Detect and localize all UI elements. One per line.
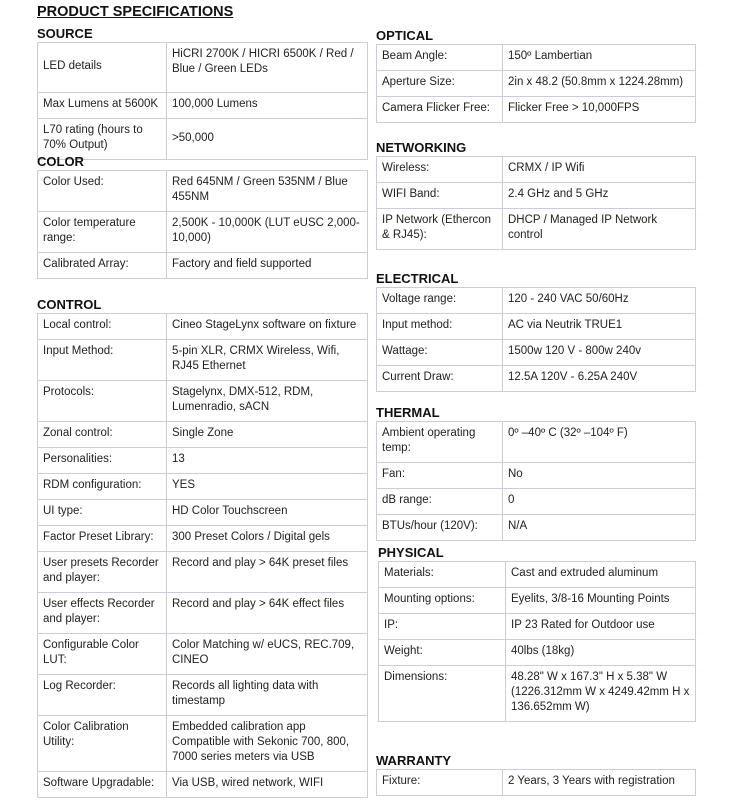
spec-value: 0º –40º C (32º –104º F) <box>503 422 696 463</box>
spec-value: Single Zone <box>167 422 368 448</box>
table-row <box>379 562 696 588</box>
spec-value: IP 23 Rated for Outdoor use <box>506 614 696 640</box>
spec-label: Software Upgradable: <box>38 772 167 798</box>
spec-label: Wattage: <box>377 340 503 366</box>
section-color <box>37 154 368 279</box>
spec-value: Factory and field supported <box>167 253 368 279</box>
spec-label: WIFI Band: <box>377 183 503 209</box>
spec-label: L70 rating (hours to 70% Output) <box>38 119 167 160</box>
spec-value: 0 <box>503 489 696 515</box>
section-heading: THERMAL <box>376 405 440 420</box>
table-row <box>377 209 696 250</box>
spec-value: >50,000 <box>167 119 368 160</box>
table-row <box>38 93 368 119</box>
spec-label: Zonal control: <box>38 422 167 448</box>
spec-value: Cast and extruded aluminum <box>506 562 696 588</box>
spec-label: Max Lumens at 5600K <box>38 93 167 119</box>
section-physical <box>378 545 696 722</box>
spec-table <box>376 44 696 123</box>
table-row <box>38 253 368 279</box>
spec-value: No <box>503 463 696 489</box>
table-row <box>38 552 368 593</box>
spec-label: BTUs/hour (120V): <box>377 515 503 541</box>
section-control <box>37 297 368 798</box>
spec-value: HiCRI 2700K / HICRI 6500K / Red / Blue / Green LEDs <box>167 43 368 93</box>
spec-label: Voltage range: <box>377 288 503 314</box>
spec-label: Current Draw: <box>377 366 503 392</box>
spec-label: Materials: <box>379 562 506 588</box>
spec-table <box>378 561 696 722</box>
spec-label: Aperture Size: <box>377 71 503 97</box>
spec-value: 300 Preset Colors / Digital gels <box>167 526 368 552</box>
spec-label: Beam Angle: <box>377 45 503 71</box>
spec-label: dB range: <box>377 489 503 515</box>
spec-table <box>376 287 696 392</box>
spec-label: LED details <box>38 43 167 93</box>
spec-table <box>376 156 696 250</box>
spec-label: Camera Flicker Free: <box>377 97 503 123</box>
table-row <box>377 515 696 541</box>
spec-table <box>37 313 368 798</box>
spec-value: Record and play > 64K preset files <box>167 552 368 593</box>
table-row <box>377 97 696 123</box>
table-row <box>38 634 368 675</box>
spec-value: CRMX / IP Wifi <box>503 157 696 183</box>
table-row <box>38 422 368 448</box>
section-heading: PHYSICAL <box>378 545 444 560</box>
table-row <box>377 157 696 183</box>
spec-table <box>376 769 696 796</box>
spec-label: Input method: <box>377 314 503 340</box>
spec-label: Fixture: <box>377 770 503 796</box>
spec-value: 2in x 48.2 (50.8mm x 1224.28mm) <box>503 71 696 97</box>
spec-value: 2,500K - 10,000K (LUT eUSC 2,000-10,000) <box>167 212 368 253</box>
table-row <box>379 640 696 666</box>
spec-label: Ambient operating temp: <box>377 422 503 463</box>
table-row <box>38 43 368 93</box>
section-networking <box>376 140 696 250</box>
spec-label: Log Recorder: <box>38 675 167 716</box>
spec-label: Mounting options: <box>379 588 506 614</box>
section-heading: NETWORKING <box>376 140 467 155</box>
table-row <box>38 474 368 500</box>
spec-value: Records all lighting data with timestamp <box>167 675 368 716</box>
spec-value: Color Matching w/ eUCS, REC.709, CINEO <box>167 634 368 675</box>
spec-label: Color Used: <box>38 171 167 212</box>
section-optical <box>376 28 696 123</box>
spec-label: Input Method: <box>38 340 167 381</box>
spec-value: Stagelynx, DMX-512, RDM, Lumenradio, sACN <box>167 381 368 422</box>
spec-value: 150º Lambertian <box>503 45 696 71</box>
spec-value: 48.28" W x 167.3" H x 5.38" W (1226.312mm W x 4249.42mm H x 136.652mm W) <box>506 666 696 722</box>
section-electrical <box>376 271 696 392</box>
spec-label: Wireless: <box>377 157 503 183</box>
section-heading: OPTICAL <box>376 28 434 43</box>
spec-label: Protocols: <box>38 381 167 422</box>
spec-label: Local control: <box>38 314 167 340</box>
spec-label: User presets Recorder and player: <box>38 552 167 593</box>
spec-value: Record and play > 64K effect files <box>167 593 368 634</box>
section-heading: WARRANTY <box>376 753 452 768</box>
spec-value: 100,000 Lumens <box>167 93 368 119</box>
table-row <box>38 500 368 526</box>
spec-value: Via USB, wired network, WIFI <box>167 772 368 798</box>
table-row <box>38 716 368 772</box>
table-row <box>377 489 696 515</box>
spec-label: UI type: <box>38 500 167 526</box>
table-row <box>38 340 368 381</box>
table-row <box>377 183 696 209</box>
spec-value: AC via Neutrik TRUE1 <box>503 314 696 340</box>
spec-value: Cineo StageLynx software on fixture <box>167 314 368 340</box>
spec-value: 12.5A 120V - 6.25A 240V <box>503 366 696 392</box>
spec-value: 1500w 120 V - 800w 240v <box>503 340 696 366</box>
table-row <box>379 588 696 614</box>
spec-label: Fan: <box>377 463 503 489</box>
table-row <box>377 288 696 314</box>
spec-value: Embedded calibration app Compatible with Sekonic 700, 800, 7000 series meters via USB <box>167 716 368 772</box>
section-heading: ELECTRICAL <box>376 271 459 286</box>
spec-value: Red 645NM / Green 535NM / Blue 455NM <box>167 171 368 212</box>
table-row <box>38 212 368 253</box>
table-row <box>377 366 696 392</box>
table-row <box>38 526 368 552</box>
spec-label: Configurable Color LUT: <box>38 634 167 675</box>
table-row <box>38 381 368 422</box>
table-row <box>38 314 368 340</box>
spec-value: Flicker Free > 10,000FPS <box>503 97 696 123</box>
spec-value: 40lbs (18kg) <box>506 640 696 666</box>
spec-table <box>376 421 696 541</box>
table-row <box>38 675 368 716</box>
spec-label: User effects Recorder and player: <box>38 593 167 634</box>
section-source <box>37 26 368 160</box>
spec-label: Calibrated Array: <box>38 253 167 279</box>
spec-value: DHCP / Managed IP Network control <box>503 209 696 250</box>
spec-label: Color Calibration Utility: <box>38 716 167 772</box>
spec-value: N/A <box>503 515 696 541</box>
spec-label: Weight: <box>379 640 506 666</box>
section-heading: SOURCE <box>37 26 93 41</box>
table-row <box>377 422 696 463</box>
spec-table <box>37 42 368 160</box>
table-row <box>38 772 368 798</box>
spec-table <box>37 170 368 279</box>
table-row <box>379 614 696 640</box>
spec-label: Factor Preset Library: <box>38 526 167 552</box>
spec-value: 2.4 GHz and 5 GHz <box>503 183 696 209</box>
table-row <box>377 340 696 366</box>
section-warranty <box>376 753 696 796</box>
table-row <box>377 71 696 97</box>
table-row <box>377 314 696 340</box>
spec-label: Dimensions: <box>379 666 506 722</box>
spec-value: 13 <box>167 448 368 474</box>
spec-value: HD Color Touchscreen <box>167 500 368 526</box>
section-heading: CONTROL <box>37 297 102 312</box>
spec-label: Color temperature range: <box>38 212 167 253</box>
spec-value: 120 - 240 VAC 50/60Hz <box>503 288 696 314</box>
table-row <box>377 463 696 489</box>
section-thermal <box>376 405 696 541</box>
table-row <box>38 448 368 474</box>
spec-label: IP: <box>379 614 506 640</box>
spec-label: RDM configuration: <box>38 474 167 500</box>
spec-value: 5-pin XLR, CRMX Wireless, Wifi, RJ45 Ethernet <box>167 340 368 381</box>
section-heading: COLOR <box>37 154 84 169</box>
spec-value: 2 Years, 3 Years with registration <box>503 770 696 796</box>
table-row <box>377 770 696 796</box>
spec-value: YES <box>167 474 368 500</box>
table-row <box>377 45 696 71</box>
spec-value: Eyelits, 3/8-16 Mounting Points <box>506 588 696 614</box>
table-row <box>38 593 368 634</box>
document-title: PRODUCT SPECIFICATIONS <box>37 4 234 20</box>
table-row <box>379 666 696 722</box>
table-row <box>38 171 368 212</box>
spec-label: Personalities: <box>38 448 167 474</box>
spec-label: IP Network (Ethercon & RJ45): <box>377 209 503 250</box>
